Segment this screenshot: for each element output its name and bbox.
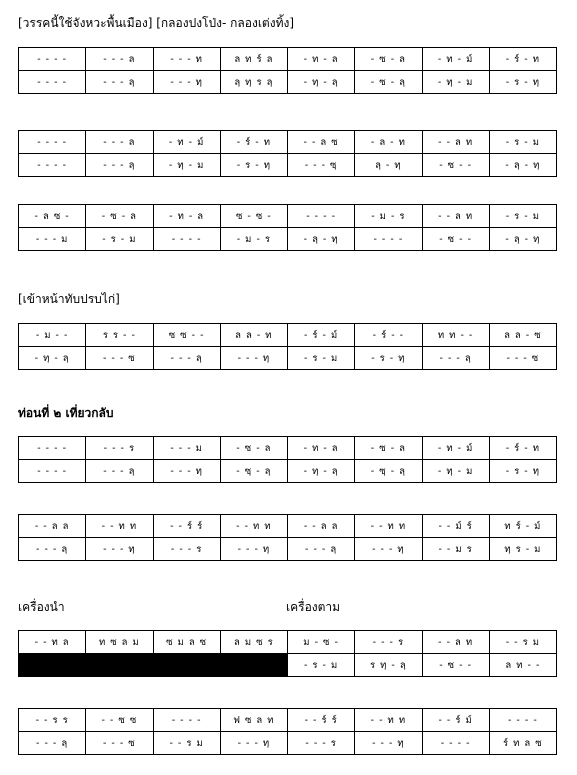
notation-cell: - - - - [422,732,489,755]
notation-row [19,654,557,677]
notation-cell: - - - ท [153,48,220,71]
notation-cell: ซ ซ - - [153,324,220,347]
notation-cell: - ท - ม์ [422,437,489,460]
notation-cell: - ลฺ - ทฺ [489,228,556,251]
notation-cell: - - - - [19,71,86,94]
notation-cell: - - - ทฺ [355,538,422,561]
notation-cell: ล ท ร์ ล [220,48,287,71]
notation-cell: - ม - ร [355,205,422,228]
notation-cell: - - ท ท [86,515,153,538]
notation-cell: ล ล - ซ [489,324,556,347]
notation-cell: - - - - [288,205,355,228]
notation-cell: - ลฺ - ทฺ [489,154,556,177]
notation-cell: - - ร ม [153,732,220,755]
notation-cell: - ซ - ล [86,205,153,228]
notation-cell: - - ล ล [288,515,355,538]
notation-cell: - ล - ท [355,131,422,154]
heading-intro: [วรรคนี้ใช้จังหวะพื้นเมือง] [กลองปงโป่ง- กลองเต่งทิ้ง] [18,16,295,30]
notation-cell: - - - ลฺ [86,154,153,177]
notation-cell: - ทฺ - ลฺ [288,460,355,483]
notation-table [18,708,557,755]
notation-cell: - ม - ร [220,228,287,251]
notation-cell: - - ร์ ร์ [153,515,220,538]
notation-cell: - - ท ท [355,709,422,732]
notation-cell: - - - ลฺ [288,538,355,561]
notation-cell: - - - ซ [86,732,153,755]
notation-cell: - - ร์ ร์ [288,709,355,732]
notation-cell: - - - ทฺ [355,732,422,755]
notation-cell: ซ ม ล ซ [153,631,220,654]
notation-table [18,47,557,94]
notation-row [19,515,557,538]
notation-cell: ร์ ท ล ซ [489,732,556,755]
notation-cell: - - - ลฺ [86,460,153,483]
notation-cell: - ทฺ - ม [153,154,220,177]
notation-cell: - - - - [153,228,220,251]
notation-cell: - ร์ - ม์ [288,324,355,347]
notation-cell: - ทฺ - ลฺ [288,71,355,94]
notation-cell: ลฺ ทฺ ร ลฺ [220,71,287,94]
notation-cell: - ร - ม [489,205,556,228]
notation-row [19,48,557,71]
notation-cell: - ซ - ล [355,48,422,71]
notation-cell: - - - ลฺ [19,538,86,561]
notation-cell: - ร - ทฺ [220,154,287,177]
notation-cell: - - - ร [86,437,153,460]
notation-row [19,131,557,154]
notation-cell: - - - ทฺ [220,732,287,755]
notation-row [19,347,557,370]
notation-cell: - ล ซ - [19,205,86,228]
notation-cell: ร ร - - [86,324,153,347]
notation-cell: - - ล ซ [288,131,355,154]
notation-cell: - - - - [355,228,422,251]
notation-cell: - - - ทฺ [220,538,287,561]
notation-cell: - - - ซ [86,347,153,370]
notation-table [18,514,557,561]
notation-cell: - - - ทฺ [220,347,287,370]
notation-cell: - ร์ - ท [489,437,556,460]
notation-row [19,324,557,347]
notation-cell: ร ทฺ - ลฺ [355,654,422,677]
notation-cell: - - - ม [153,437,220,460]
notation-cell: - - - - [19,131,86,154]
notation-cell: - - - ทฺ [153,71,220,94]
notation-cell: - ซฺ - ลฺ [355,460,422,483]
notation-cell: - ทฺ - ม [422,460,489,483]
notation-cell: - - - ลฺ [153,347,220,370]
notation-cell: - ร - ทฺ [489,71,556,94]
notation-cell: - ซ - ล [220,437,287,460]
notation-cell: - ร์ - - [355,324,422,347]
notation-row [19,154,557,177]
notation-cell: - - ม ร [422,538,489,561]
notation-cell: ม - ซ - [288,631,355,654]
notation-cell: - - ล ล [19,515,86,538]
notation-cell: ซ - ซ - [220,205,287,228]
notation-cell: - ท - ม์ [153,131,220,154]
notation-cell: - - - - [153,709,220,732]
notation-cell: - - - - [19,437,86,460]
notation-cell: ท ซ ล ม [86,631,153,654]
notation-cell: ล ม ซ ร [220,631,287,654]
notation-cell: - ซ - - [422,654,489,677]
notation-cell: - ท - ม์ [422,48,489,71]
notation-cell: - ร - ม [86,228,153,251]
notation-cell: - - ท ล [19,631,86,654]
notation-row [19,732,557,755]
notation-table [18,436,557,483]
notation-cell: - ทฺ - ม [422,71,489,94]
notation-cell: - - ท ท [220,515,287,538]
notation-row [19,460,557,483]
notation-cell: - - - ลฺ [19,732,86,755]
notation-cell: - ร์ - ท [220,131,287,154]
heading-follow-instrument: เครื่องตาม [286,600,341,614]
notation-cell: ฟ ซ ล ท [220,709,287,732]
notation-cell: - - - - [19,154,86,177]
notation-row [19,71,557,94]
notation-cell: - ลฺ - ทฺ [288,228,355,251]
notation-cell: ล ล - ท [220,324,287,347]
notation-cell: - ทฺ - ลฺ [19,347,86,370]
notation-cell: - - ล ท [422,631,489,654]
notation-cell: - - - ล [86,131,153,154]
notation-row [19,228,557,251]
notation-cell: - ร - ทฺ [489,460,556,483]
notation-cell: - - - - [19,460,86,483]
notation-cell: - ร - ม [288,654,355,677]
notation-row [19,437,557,460]
notation-cell: ท ร์ - ม์ [489,515,556,538]
notation-cell: - ซ - ล [355,437,422,460]
heading-round2: ท่อนที่ ๒ เที่ยวกลับ [18,406,114,420]
notation-cell: - ท - ล [153,205,220,228]
notation-cell: - ซ - - [422,228,489,251]
notation-cell: - - - - [489,709,556,732]
heading-lead-instrument: เครื่องนำ [18,600,65,614]
notation-cell: - - ท ท [355,515,422,538]
notation-cell: ทฺ ร - ม [489,538,556,561]
notation-cell: - - - ซ [489,347,556,370]
notation-cell: - ท - ล [288,48,355,71]
notation-cell: ล ท - - [489,654,556,677]
notation-cell: - ซ - ลฺ [355,71,422,94]
notation-row [19,709,557,732]
notation-cell: - - - ทฺ [153,460,220,483]
notation-row [19,631,557,654]
notation-cell: - ซ - - [422,154,489,177]
heading-section2: [เข้าหน้าทับปรบไก่] [18,292,120,306]
notation-row [19,205,557,228]
notation-table [18,130,557,177]
notation-cell: - - - ล [86,48,153,71]
notation-table [18,630,557,677]
notation-cell: - - - ม [19,228,86,251]
notation-cell: - ร - ทฺ [355,347,422,370]
notation-cell: - - - - [19,48,86,71]
notation-cell: - - - ซฺ [288,154,355,177]
notation-cell: - - ซ ซ [86,709,153,732]
notation-cell: - - ล ท [422,205,489,228]
notation-cell: - ร - ม [288,347,355,370]
notation-cell: - - - ลฺ [422,347,489,370]
notation-cell: - - ร ร [19,709,86,732]
notation-cell: - ร - ม [489,131,556,154]
notation-cell: ลฺ - ทฺ [355,154,422,177]
notation-cell: - - - ทฺ [86,538,153,561]
notation-cell: - ซฺ - ลฺ [220,460,287,483]
notation-cell: - - ม์ ร์ [422,515,489,538]
blacked-out-cell [19,654,288,677]
notation-cell: - - ร ม [489,631,556,654]
notation-cell: - - - ลฺ [86,71,153,94]
notation-cell: - ร์ - ท [489,48,556,71]
notation-cell: ท ท - - [422,324,489,347]
notation-table [18,323,557,370]
notation-row [19,538,557,561]
notation-cell: - - - ร [288,732,355,755]
notation-cell: - ม - - [19,324,86,347]
notation-table [18,204,557,251]
notation-cell: - - ล ท [422,131,489,154]
notation-cell: - - ร์ ม์ [422,709,489,732]
notation-cell: - ท - ล [288,437,355,460]
notation-cell: - - - ร [153,538,220,561]
notation-cell: - - - ร [355,631,422,654]
